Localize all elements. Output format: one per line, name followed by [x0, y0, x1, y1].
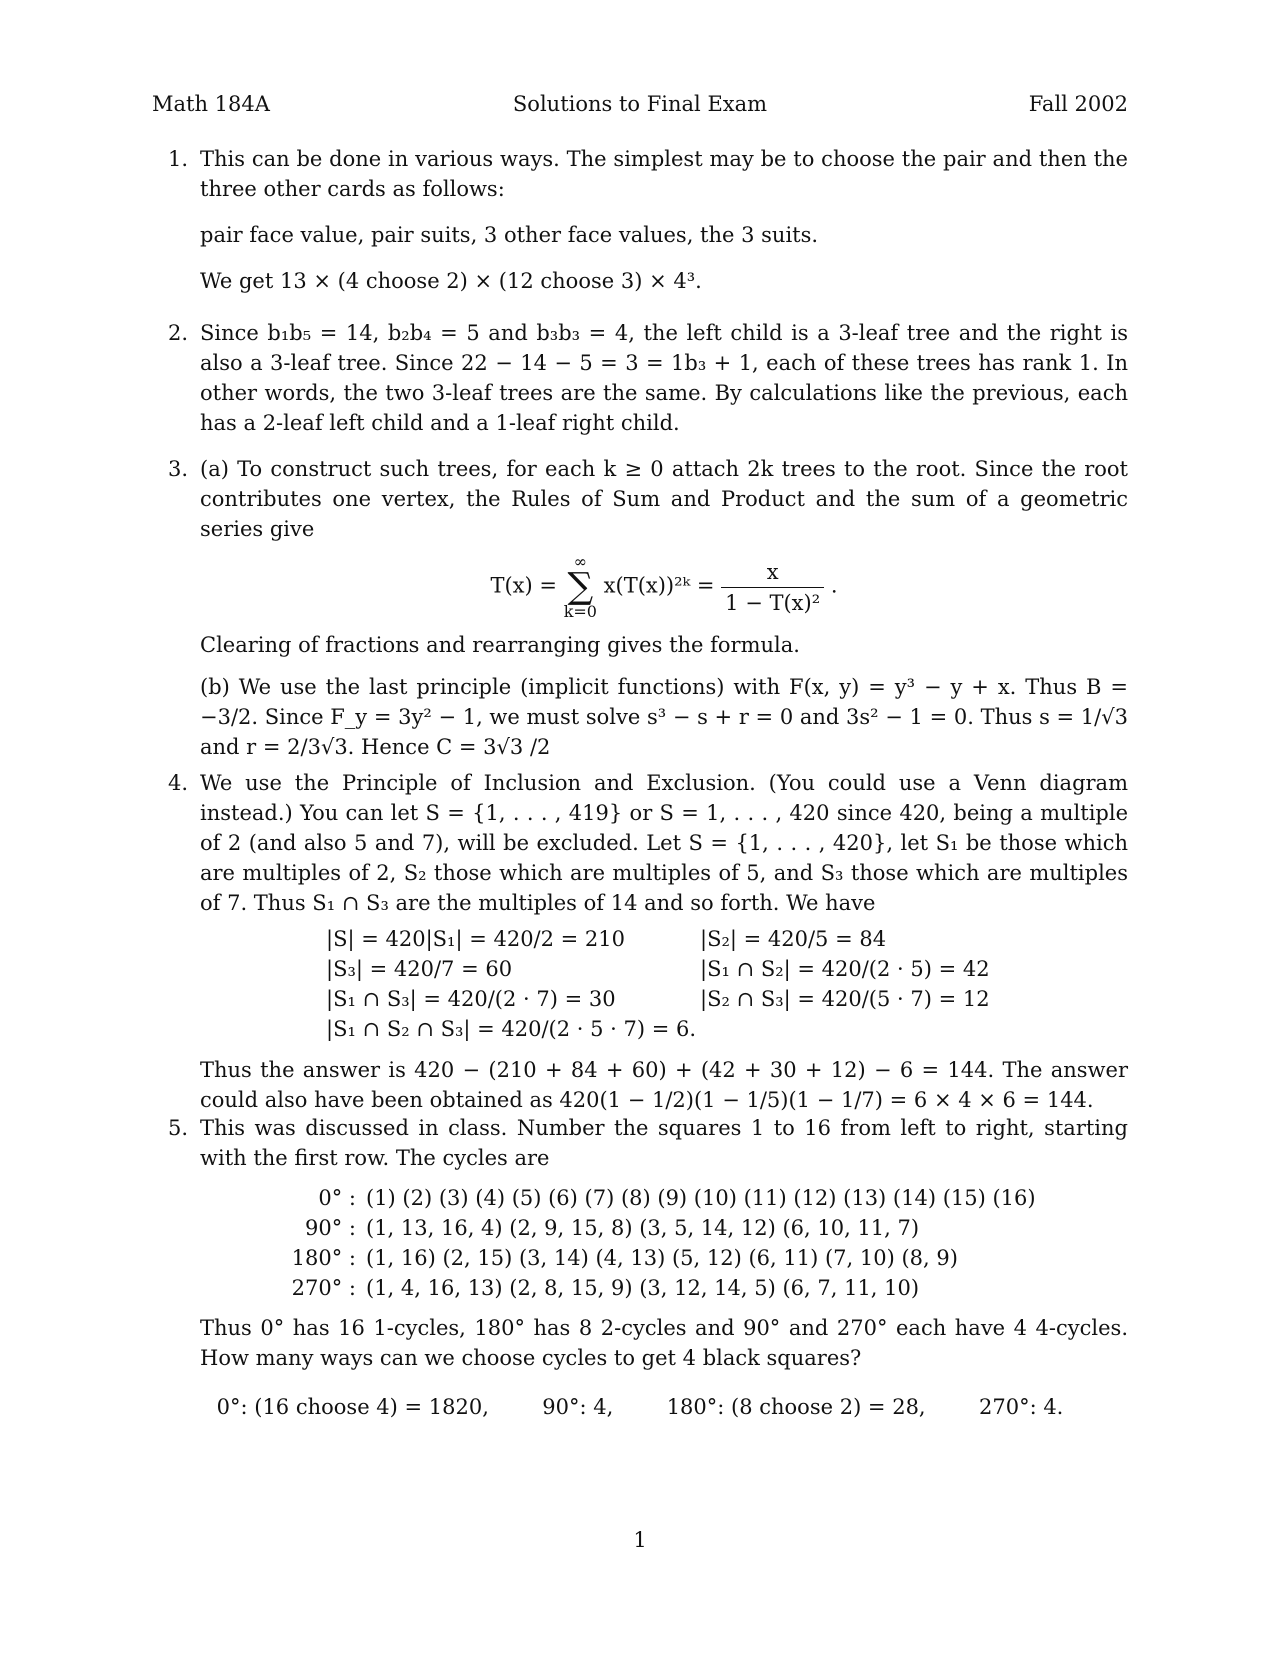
problem-4	[168, 768, 1128, 918]
problem-text: This can be done in various ways. The simplest may be to choose the pair and then the three other cards as follows:	[200, 147, 1128, 201]
sum-lower: k=0	[563, 602, 597, 621]
cycle-degree: 270° :	[291, 1276, 356, 1300]
problem-number: 1.	[168, 147, 189, 171]
cycle-degree: 180° :	[291, 1246, 356, 1270]
sum-term: x(T(x))²ᵏ =	[603, 573, 715, 598]
equation-end: .	[830, 573, 838, 598]
count-item: 270°: 4.	[978, 1395, 1064, 1419]
problem-5-conclusion	[168, 1313, 1128, 1373]
table-row: |S| = 420|S₁| = 420/2 = 210	[326, 927, 626, 951]
inclusion-exclusion-table-left	[326, 924, 696, 1044]
table-row: |S₂ ∩ S₃| = 420/(5 · 7) = 12	[700, 987, 990, 1011]
sigma-symbol: ∑	[567, 566, 594, 607]
part-b-text: (b) We use the last principle (implicit functions) with F(x, y) = y³ − y + x. Thus B = −3/2. Since F_y = 3y² − 1, we must solve s³ − s + r = 0 and 3s² − 1 = 0. Thus s = 1/√3 and r = 2/3√3. Hence C = 3√3 /2	[200, 675, 1128, 759]
problem-number: 2.	[168, 321, 189, 345]
problem-conclusion: Thus 0° has 16 1-cycles, 180° has 8 2-cycles and 90° and 270° each have 4 4-cycles. How many ways can we choose cycles to get 4 black squares?	[200, 1316, 1128, 1370]
cycle-row	[290, 1213, 1036, 1243]
table-row: |S₁ ∩ S₂| = 420/(2 · 5) = 42	[700, 957, 990, 981]
fraction	[721, 557, 824, 618]
sum-upper: ∞	[573, 552, 587, 571]
problem-text: We use the Principle of Inclusion and Exclusion. (You could use a Venn diagram instead.) You can let S = {1, . . . , 419} or S = 1, . . . , 420 since 420, being a multiple of 2 (and also 5 and 7), will be excluded. Let S = {1, . . . , 420}, let S₁ be those which are multiples of 2, S₂ those which are multiples of 5, and S₃ those which are multiples of 7. Thus S₁ ∩ S₃ are the multiples of 14 and so forth. We have	[200, 771, 1128, 915]
problem-2	[168, 318, 1128, 438]
table-row: |S₃| = 420/7 = 60	[326, 957, 513, 981]
cycle-value: (1, 4, 16, 13) (2, 8, 15, 9) (3, 12, 14, 5) (6, 7, 11, 10)	[366, 1276, 920, 1300]
fraction-numerator: x	[721, 557, 824, 588]
inclusion-exclusion-table-right	[700, 924, 990, 1014]
course-label: Math 184A	[152, 92, 270, 116]
term-label: Fall 2002	[1028, 92, 1128, 116]
cycle-value: (1, 16) (2, 15) (3, 14) (4, 13) (5, 12) (6, 11) (7, 10) (8, 9)	[366, 1246, 958, 1270]
problem-number: 4.	[168, 771, 189, 795]
document-title: Solutions to Final Exam	[512, 92, 768, 116]
problem-1	[168, 144, 1128, 296]
cycle-value: (1, 13, 16, 4) (2, 9, 15, 8) (3, 5, 14, 12) (6, 10, 11, 7)	[366, 1216, 920, 1240]
problem-text: Since b₁b₅ = 14, b₂b₄ = 5 and b₃b₃ = 4, the left child is a 3-leaf tree and the right is also a 3-leaf tree. Since 22 − 14 − 5 = 3 = 1b₃ + 1, each of these trees has rank 1. In other words, the two 3-leaf trees are the same. By calculations like the previous, each has a 2-leaf left child and a 1-leaf right child.	[200, 321, 1128, 435]
rotation-cycles	[290, 1183, 1036, 1303]
problem-conclusion: Thus the answer is 420 − (210 + 84 + 60) + (42 + 30 + 12) − 6 = 144. The answer could also have been obtained as 420(1 − 1/2)(1 − 1/5)(1 − 1/7) = 6 × 4 × 6 = 144.	[200, 1058, 1128, 1112]
part-a-text: (a) To construct such trees, for each k ≥ 0 attach 2k trees to the root. Since the root contributes one vertex, the Rules of Sum and Product and the sum of a geometric series give	[200, 457, 1128, 541]
problem-5	[168, 1113, 1128, 1173]
page-header	[152, 92, 1128, 122]
cycle-degree: 0° :	[318, 1186, 356, 1210]
problem-text: This was discussed in class. Number the squares 1 to 16 from left to right, starting with the first row. The cycles are	[200, 1116, 1128, 1170]
centered-list: pair face value, pair suits, 3 other face values, the 3 suits.	[200, 223, 819, 247]
problem-4-conclusion	[168, 1055, 1128, 1115]
table-row: |S₂| = 420/5 = 84	[700, 927, 887, 951]
part-a-conclusion: Clearing of fractions and rearranging gives the formula.	[200, 633, 800, 657]
table-row: |S₁ ∩ S₃| = 420/(2 · 7) = 30	[326, 987, 616, 1011]
table-row: |S₁ ∩ S₂ ∩ S₃| = 420/(2 · 5 · 7) = 6.	[326, 1017, 697, 1041]
problem-number: 5.	[168, 1116, 189, 1140]
generating-function-equation	[200, 554, 1128, 620]
problem-3	[168, 454, 1128, 762]
cycle-row	[290, 1183, 1036, 1213]
cycle-counts	[0, 1392, 1280, 1422]
count-item: 0°: (16 choose 4) = 1820,	[216, 1395, 489, 1419]
cycle-degree: 90° :	[305, 1216, 356, 1240]
count-item: 180°: (8 choose 2) = 28,	[666, 1395, 926, 1419]
summation	[564, 554, 597, 620]
problem-number: 3.	[168, 457, 189, 481]
cycle-row	[290, 1273, 1036, 1303]
count-item: 90°: 4,	[542, 1395, 614, 1419]
page-number: 1	[633, 1528, 647, 1552]
cycle-value: (1) (2) (3) (4) (5) (6) (7) (8) (9) (10) (11) (12) (13) (14) (15) (16)	[366, 1186, 1036, 1210]
equation-lhs: T(x) =	[490, 573, 557, 598]
fraction-denominator: 1 − T(x)²	[725, 590, 821, 615]
problem-result: We get 13 × (4 choose 2) × (12 choose 3) × 4³.	[200, 269, 702, 293]
cycle-row	[290, 1243, 1036, 1273]
